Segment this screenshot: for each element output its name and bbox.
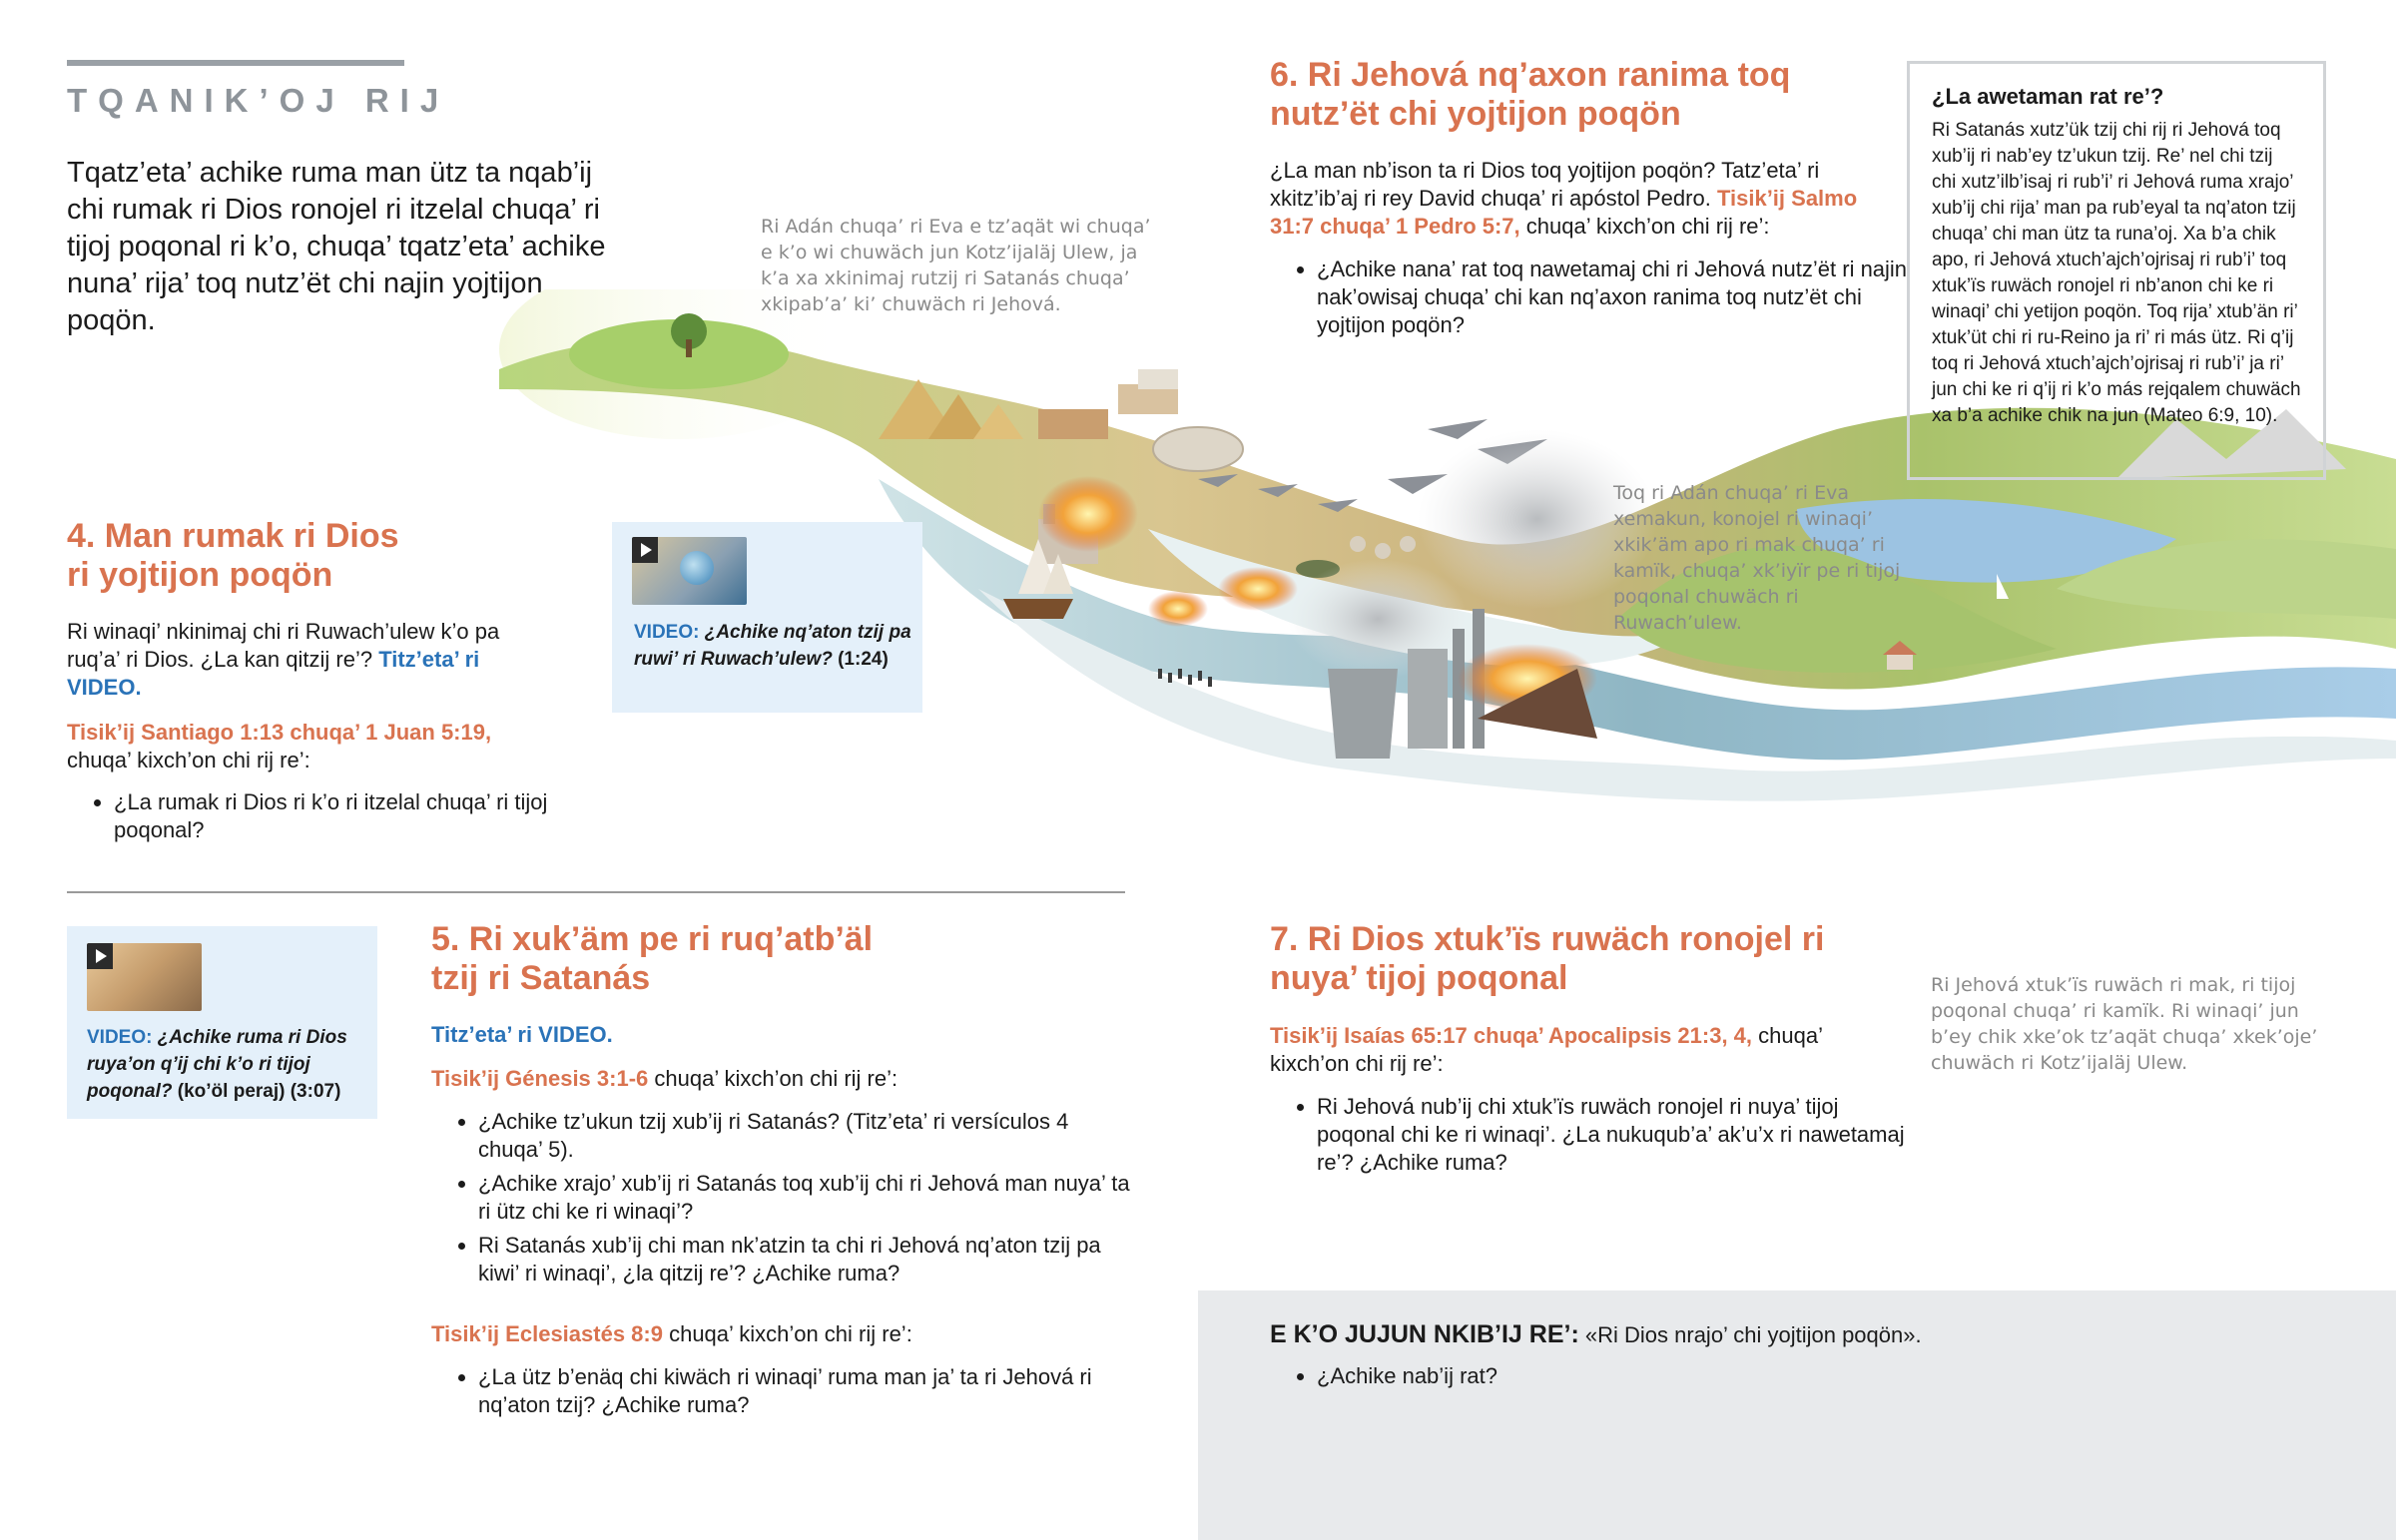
section7-bullets bbox=[1270, 1093, 1916, 1183]
video-label-tag: VIDEO: bbox=[634, 622, 700, 643]
section5-bullets-a bbox=[431, 1108, 1137, 1293]
section6-title bbox=[1270, 56, 1889, 134]
section6-body bbox=[1270, 157, 1869, 241]
video-2-duration: (3:07) bbox=[290, 1081, 341, 1102]
play-icon[interactable] bbox=[632, 537, 658, 563]
list-item: • ¿Achike tz’ukun tzij xub’ij ri Satanás? (Titz’eta’ ri versículos 4 chuqa’ 5). bbox=[478, 1108, 1137, 1164]
section7-title bbox=[1270, 920, 1889, 998]
section7-title-line1: 7. Ri Dios xtuk’ïs ruwäch ronojel ri bbox=[1270, 920, 1825, 958]
list-item: • Ri Satanás xub’ij chi man nk’atzin ta chi ri Jehová nq’aton tzij pa kiwi’ ri winaqi’, ¿la qitzij re’? ¿Achike ruma? bbox=[478, 1232, 1137, 1287]
section6-read-ref[interactable]: Tisik’ij Salmo 31:7 chuqa’ 1 Pedro 5:7, bbox=[1270, 186, 1858, 239]
footer-bullets bbox=[1270, 1362, 2315, 1396]
section7-read-after: chuqa’ kixch’on chi rij re’: bbox=[1270, 1023, 1823, 1076]
video-1-title[interactable]: ¿Achike nq’aton tzij pa ruwi’ ri Ruwach’ulew? bbox=[634, 622, 911, 670]
section5-title-line2: tzij ri Satanás bbox=[431, 959, 651, 997]
play-icon[interactable] bbox=[87, 943, 113, 969]
section6-read-after: chuqa’ kixch’on chi rij re’: bbox=[1519, 214, 1770, 239]
section4-read bbox=[67, 719, 526, 774]
section5-read-after-a: chuqa’ kixch’on chi rij re’: bbox=[648, 1066, 898, 1091]
section4-title-line1: 4. Man rumak ri Dios bbox=[67, 517, 399, 555]
section5-read-b bbox=[431, 1320, 1090, 1348]
video-box-2[interactable] bbox=[67, 926, 377, 1119]
footer-heading-line bbox=[1270, 1320, 2368, 1349]
section6-bullets bbox=[1270, 256, 1916, 345]
section5-title-line1: 5. Ri xuk’äm pe ri ruq’atb’äl bbox=[431, 920, 874, 958]
page-title: TQANIK’OJ RIJ bbox=[67, 82, 450, 119]
section5-read-ref-b[interactable]: Tisik’ij Eclesiastés 8:9 bbox=[431, 1321, 663, 1346]
section4-bullets bbox=[67, 788, 573, 850]
video-1-label bbox=[634, 619, 913, 673]
header-rule bbox=[67, 60, 404, 66]
section7-read-ref[interactable]: Tisik’ij Isaías 65:17 chuqa’ Apocalipsis 21:3, 4, bbox=[1270, 1023, 1753, 1048]
section4-text: Ri winaqi’ nkinimaj chi ri Ruwach’ulew k’o pa ruq’a’ ri Dios. ¿La kan qitzij re’? bbox=[67, 619, 500, 672]
sidebar-title: ¿La awetaman rat re’? bbox=[1932, 84, 2164, 109]
video-thumbnail[interactable] bbox=[87, 943, 202, 1011]
video-label-tag: VIDEO: bbox=[87, 1027, 153, 1048]
section6-title-line1: 6. Ri Jehová nq’axon ranima toq bbox=[1270, 56, 1791, 94]
section4-see-video-link[interactable]: Titz’eta’ ri VIDEO. bbox=[67, 647, 480, 700]
section7-title-line2: nuya’ tijoj poqonal bbox=[1270, 959, 1568, 997]
section5-read-ref-a[interactable]: Tisik’ij Génesis 3:1-6 bbox=[431, 1066, 649, 1091]
section6-text: ¿La man nb’ison ta ri Dios toq yojtijon poqön? Tatz’eta’ ri xkitz’ib’aj ri rey David chuqa’ ri apóstol Pedro. bbox=[1270, 158, 1820, 211]
section5-bullets-b bbox=[431, 1363, 1137, 1425]
video-thumbnail[interactable] bbox=[632, 537, 747, 605]
caption-adan-eva: Ri Adán chuqa’ ri Eva e tz’aqät wi chuqa’ e k’o wi chuwäch jun Kotz’ijaläj Ulew, ja k’a xa xkinimaj rutzij ri Satanás chuqa’ xkipab’a’ ki’ chuwäch ri Jehová. bbox=[761, 216, 1151, 315]
section5-read-after-b: chuqa’ kixch’on chi rij re’: bbox=[662, 1321, 912, 1346]
intro-text: Tqatz’eta’ achike ruma man ütz ta nqab’ij chi rumak ri Dios ronojel ri itzelal chuqa’ ri tijoj poqonal ri k’o, chuqa’ tqatz’eta’ achike nuna’ rija’ toq nutz’ët chi najin yojtijon poqön. bbox=[67, 157, 606, 336]
list-item: • ¿Achike nana’ rat toq nawetamaj chi ri Jehová nutz’ët ri najin nak’owisaj chuqa’ chi kan nq’axon ranima toq nutz’ët chi yojtijon poqön? bbox=[1317, 256, 1916, 339]
video-2-note: (ko’öl peraj) bbox=[177, 1081, 286, 1102]
section5-read-a bbox=[431, 1065, 1090, 1093]
video-box-1[interactable] bbox=[612, 522, 922, 713]
footer-heading: E K’O JUJUN NKIB’IJ RE’: bbox=[1270, 1320, 1579, 1348]
list-item: • ¿Achike nab’ij rat? bbox=[1317, 1362, 2315, 1390]
footer-quote: «Ri Dios nrajo’ chi yojtijon poqön». bbox=[1578, 1322, 1922, 1347]
video-2-label bbox=[87, 1024, 366, 1105]
list-item: • Ri Jehová nub’ij chi xtuk’ïs ruwäch ronojel ri nuya’ tijoj poqonal chi ke ri winaqi’. ¿La nukuqub’a’ ak’u’x ri nawetamaj re’? ¿Achike ruma? bbox=[1317, 1093, 1916, 1177]
section4-body bbox=[67, 618, 516, 702]
video-2-title[interactable]: ¿Achike ruma ri Dios ruya’on q’ij chi k’o ri tijoj poqonal? bbox=[87, 1027, 347, 1102]
section5-see-video-link[interactable]: Titz’eta’ ri VIDEO. bbox=[431, 1022, 613, 1047]
section7-read bbox=[1270, 1022, 1849, 1078]
section6-title-line2: nutz’ët chi yojtijon poqön bbox=[1270, 95, 1681, 133]
section5-title bbox=[431, 920, 1050, 998]
sidebar-box bbox=[1907, 61, 2326, 480]
section-divider bbox=[67, 891, 1125, 893]
sidebar-text: Ri Satanás xutz’ük tzij chi rij ri Jehová toq xub’ij ri nab’ey tz’ukun tzij. Re’ nel chi tzij chi xutz’ilb’isaj ri rub’i’ ri Jehová ruma xrajo’ xub’ij chi rija’ man pa rub’eyal ta nq’aton tzij chuqa’ chi man ütz ta runa’oj. Xa b’a chik apo, ri Jehová xtuch’ajch’ojrisaj ri rub’i’ toq xtuk’ïs ruwäch ronojel ri nb’anon chi ke ri winaqi’ chi yetijon poqön. Toq rija’ xtub’än ri’ xtuk’üt chi ri ru-Reino ja ri’ ri más ütz. Ri q’ij toq ri Jehová xtuch’ajch’ojrisaj ri rub’i’ ja ri’ jun chi ke ri q’ij ri k’o más rejqalem chuwäch xa b’a achike chik na jun (Mateo 6:9, 10). bbox=[1932, 120, 2301, 426]
section4-title bbox=[67, 517, 486, 595]
video-1-duration: (1:24) bbox=[838, 649, 889, 670]
caption-jehova-remove: Ri Jehová xtuk’ïs ruwäch ri mak, ri tijoj poqonal chuqa’ ri kamïk. Ri winaqi’ jun b’ey chik xke’ok tz’aqät chuqa’ xkek’oje’ chuwäch ri Kotz’ijaläj Ulew. bbox=[1931, 974, 2318, 1074]
section4-title-line2: ri yojtijon poqön bbox=[67, 556, 333, 594]
list-item: • ¿La rumak ri Dios ri k’o ri itzelal chuqa’ ri tijoj poqonal? bbox=[114, 788, 573, 844]
section4-read-after: chuqa’ kixch’on chi rij re’: bbox=[67, 748, 310, 772]
footer-box bbox=[1198, 1290, 2396, 1540]
section4-read-ref[interactable]: Tisik’ij Santiago 1:13 chuqa’ 1 Juan 5:19, bbox=[67, 720, 492, 745]
list-item: • ¿La ütz b’enäq chi kiwäch ri winaqi’ ruma man ja’ ta ri Jehová ri nq’aton tzij? ¿Achike ruma? bbox=[478, 1363, 1137, 1419]
list-item: • ¿Achike xrajo’ xub’ij ri Satanás toq xub’ij chi ri Jehová man nuya’ ta ri ütz chi ke ri winaqi’? bbox=[478, 1170, 1137, 1226]
caption-after-adan: Toq ri Adán chuqa’ ri Eva xemakun, konojel ri winaqi’ xkik’äm apo ri mak chuqa’ ri kamïk, chuqa’ xk’iyïr pe ri tijoj poqonal chuwäch ri Ruwach’ulew. bbox=[1613, 482, 1901, 634]
